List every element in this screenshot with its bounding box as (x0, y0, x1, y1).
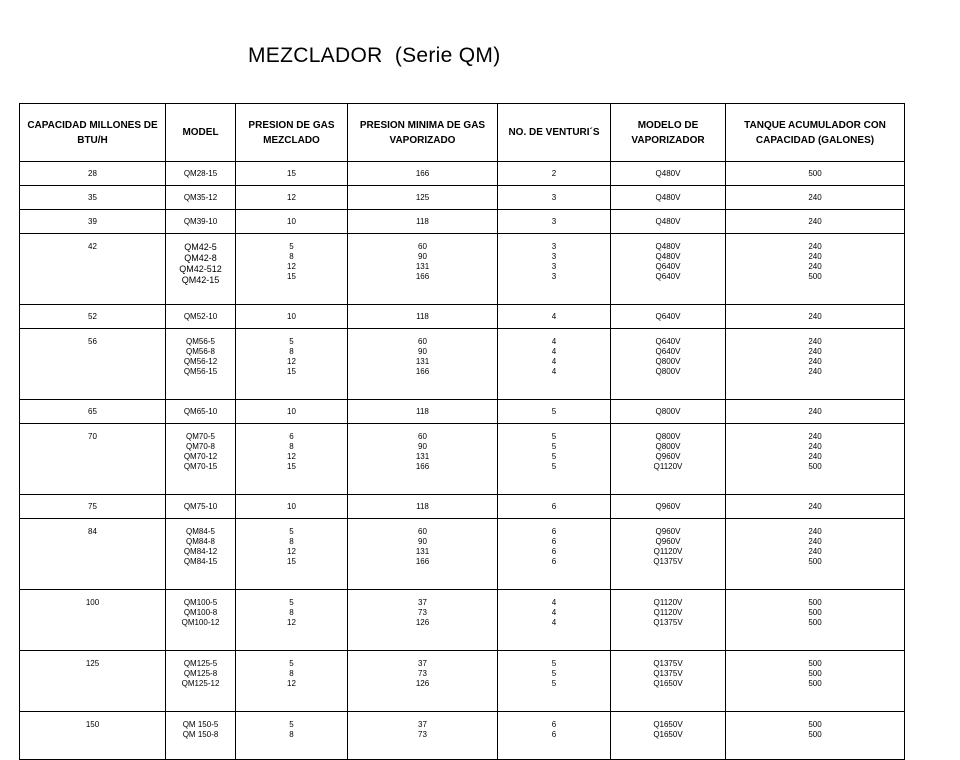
cell-mixed-gas-pressure: 5 8 12 15 (236, 519, 348, 590)
cell-model: QM84-5 QM84-8 QM84-12 QM84-15 (166, 519, 236, 590)
cell-vaporizer-model: Q960V (611, 495, 726, 519)
header-model: MODEL (166, 104, 236, 162)
page-title: MEZCLADOR (Serie QM) (248, 44, 501, 67)
cell-capacity: 70 (20, 424, 166, 495)
table-row (20, 590, 905, 651)
cell-min-vaporized-pressure: 60 90 131 166 (348, 234, 498, 305)
table-row (20, 519, 905, 590)
header-min-vaporized-pressure: PRESION MINIMA DE GAS VAPORIZADO (348, 104, 498, 162)
cell-venturi-count: 3 3 3 3 (498, 234, 611, 305)
table-row (20, 186, 905, 210)
cell-venturi-count: 4 4 4 (498, 590, 611, 651)
cell-tank-capacity: 240 (726, 305, 905, 329)
cell-vaporizer-model: Q640V Q640V Q800V Q800V (611, 329, 726, 400)
cell-vaporizer-model: Q480V Q480V Q640V Q640V (611, 234, 726, 305)
cell-venturi-count: 4 (498, 305, 611, 329)
cell-mixed-gas-pressure: 5 8 12 15 (236, 329, 348, 400)
cell-mixed-gas-pressure: 12 (236, 186, 348, 210)
cell-vaporizer-model: Q480V (611, 162, 726, 186)
cell-vaporizer-model: Q1120V Q1120V Q1375V (611, 590, 726, 651)
cell-capacity: 65 (20, 400, 166, 424)
cell-mixed-gas-pressure: 10 (236, 495, 348, 519)
cell-vaporizer-model: Q1650V Q1650V (611, 712, 726, 760)
cell-mixed-gas-pressure: 15 (236, 162, 348, 186)
header-venturi-count: NO. DE VENTURI´S (498, 104, 611, 162)
cell-capacity: 52 (20, 305, 166, 329)
table-row (20, 234, 905, 305)
cell-venturi-count: 6 6 6 6 (498, 519, 611, 590)
cell-tank-capacity: 240 240 240 240 (726, 329, 905, 400)
cell-tank-capacity: 240 240 240 500 (726, 234, 905, 305)
table-header-row (20, 104, 905, 162)
cell-venturi-count: 5 5 5 (498, 651, 611, 712)
cell-model: QM42-5 QM42-8 QM42-512 QM42-15 (166, 234, 236, 305)
cell-mixed-gas-pressure: 5 8 (236, 712, 348, 760)
cell-capacity: 84 (20, 519, 166, 590)
table-row (20, 162, 905, 186)
cell-tank-capacity: 500 500 500 (726, 651, 905, 712)
cell-capacity: 100 (20, 590, 166, 651)
cell-mixed-gas-pressure: 5 8 12 (236, 651, 348, 712)
cell-model: QM75-10 (166, 495, 236, 519)
header-mixed-gas-pressure: PRESION DE GAS MEZCLADO (236, 104, 348, 162)
cell-tank-capacity: 240 (726, 400, 905, 424)
cell-tank-capacity: 240 (726, 186, 905, 210)
cell-model: QM100-5 QM100-8 QM100-12 (166, 590, 236, 651)
cell-model: QM125-5 QM125-8 QM125-12 (166, 651, 236, 712)
cell-capacity: 56 (20, 329, 166, 400)
cell-min-vaporized-pressure: 166 (348, 162, 498, 186)
cell-capacity: 28 (20, 162, 166, 186)
cell-min-vaporized-pressure: 37 73 (348, 712, 498, 760)
cell-capacity: 150 (20, 712, 166, 760)
cell-capacity: 35 (20, 186, 166, 210)
cell-min-vaporized-pressure: 118 (348, 495, 498, 519)
cell-venturi-count: 6 (498, 495, 611, 519)
cell-model: QM28-15 (166, 162, 236, 186)
cell-model: QM 150-5 QM 150-8 (166, 712, 236, 760)
cell-min-vaporized-pressure: 125 (348, 186, 498, 210)
cell-vaporizer-model: Q1375V Q1375V Q1650V (611, 651, 726, 712)
cell-model: QM65-10 (166, 400, 236, 424)
cell-tank-capacity: 500 (726, 162, 905, 186)
cell-venturi-count: 2 (498, 162, 611, 186)
cell-venturi-count: 5 5 5 5 (498, 424, 611, 495)
cell-vaporizer-model: Q640V (611, 305, 726, 329)
cell-tank-capacity: 240 (726, 495, 905, 519)
cell-mixed-gas-pressure: 5 8 12 15 (236, 234, 348, 305)
cell-venturi-count: 3 (498, 210, 611, 234)
qm-mixer-table (19, 103, 905, 760)
cell-min-vaporized-pressure: 60 90 131 166 (348, 329, 498, 400)
cell-model: QM35-12 (166, 186, 236, 210)
table-row (20, 651, 905, 712)
cell-vaporizer-model: Q960V Q960V Q1120V Q1375V (611, 519, 726, 590)
table-row (20, 329, 905, 400)
table-body (20, 162, 905, 760)
cell-mixed-gas-pressure: 5 8 12 (236, 590, 348, 651)
cell-venturi-count: 3 (498, 186, 611, 210)
cell-tank-capacity: 240 240 240 500 (726, 519, 905, 590)
cell-mixed-gas-pressure: 10 (236, 400, 348, 424)
cell-vaporizer-model: Q800V Q800V Q960V Q1120V (611, 424, 726, 495)
cell-min-vaporized-pressure: 37 73 126 (348, 651, 498, 712)
cell-capacity: 125 (20, 651, 166, 712)
cell-model: QM70-5 QM70-8 QM70-12 QM70-15 (166, 424, 236, 495)
table-row (20, 712, 905, 760)
table-row (20, 424, 905, 495)
cell-capacity: 75 (20, 495, 166, 519)
cell-capacity: 42 (20, 234, 166, 305)
cell-vaporizer-model: Q800V (611, 400, 726, 424)
cell-venturi-count: 4 4 4 4 (498, 329, 611, 400)
cell-model: QM56-5 QM56-8 QM56-12 QM56-15 (166, 329, 236, 400)
cell-model: QM39-10 (166, 210, 236, 234)
cell-min-vaporized-pressure: 60 90 131 166 (348, 519, 498, 590)
cell-tank-capacity: 500 500 (726, 712, 905, 760)
table-row (20, 305, 905, 329)
cell-tank-capacity: 240 (726, 210, 905, 234)
cell-venturi-count: 6 6 (498, 712, 611, 760)
cell-model: QM52-10 (166, 305, 236, 329)
cell-tank-capacity: 500 500 500 (726, 590, 905, 651)
table-row (20, 495, 905, 519)
cell-mixed-gas-pressure: 10 (236, 305, 348, 329)
cell-mixed-gas-pressure: 6 8 12 15 (236, 424, 348, 495)
cell-mixed-gas-pressure: 10 (236, 210, 348, 234)
header-capacity: CAPACIDAD MILLONES DE BTU/H (20, 104, 166, 162)
table-row (20, 210, 905, 234)
cell-capacity: 39 (20, 210, 166, 234)
cell-min-vaporized-pressure: 60 90 131 166 (348, 424, 498, 495)
header-vaporizer-model: MODELO DE VAPORIZADOR (611, 104, 726, 162)
cell-vaporizer-model: Q480V (611, 210, 726, 234)
cell-min-vaporized-pressure: 118 (348, 400, 498, 424)
cell-venturi-count: 5 (498, 400, 611, 424)
cell-tank-capacity: 240 240 240 500 (726, 424, 905, 495)
cell-vaporizer-model: Q480V (611, 186, 726, 210)
table-row (20, 400, 905, 424)
header-tank-capacity: TANQUE ACUMULADOR CON CAPACIDAD (GALONES) (726, 104, 905, 162)
cell-min-vaporized-pressure: 37 73 126 (348, 590, 498, 651)
cell-min-vaporized-pressure: 118 (348, 305, 498, 329)
cell-min-vaporized-pressure: 118 (348, 210, 498, 234)
